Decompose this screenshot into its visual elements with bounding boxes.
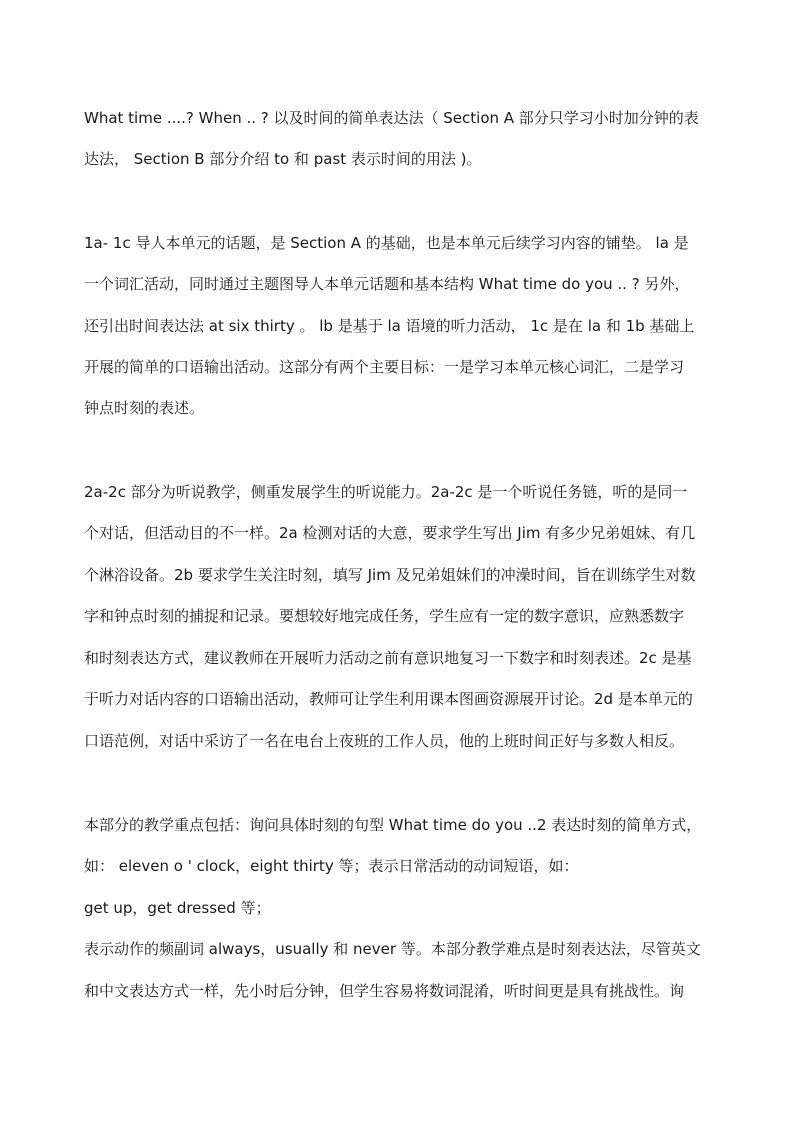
paragraph-3-line-3: 个淋浴设备。2b 要求学生关注时刻，填写 Jim 及兄弟姐妹们的冲澡时间，旨在训练学生对数 bbox=[84, 566, 696, 584]
paragraph-3-line-2: 个对话，但活动目的不一样。2a 检测对话的大意，要求学生写出 Jim 有多少兄弟姐妹、有几 bbox=[84, 524, 696, 542]
paragraph-4-line-2: 如： eleven o ' clock，eight thirty 等；表示日常活动的动词短语，如： bbox=[84, 857, 579, 875]
paragraph-4-line-5: 和中文表达方式一样，先小时后分钟，但学生容易将数词混淆，听时间更是具有挑战性。询 bbox=[84, 982, 685, 1000]
paragraph-2-line-1: 1a- 1c 导人本单元的话题，是 Section A 的基础，也是本单元后续学习内容的铺垫。 la 是 bbox=[84, 234, 689, 252]
paragraph-3-line-1: 2a-2c 部分为听说教学，侧重发展学生的听说能力。2a-2c 是一个听说任务链，听的是同一 bbox=[84, 483, 688, 501]
paragraph-2-line-5: 钟点时刻的表述。 bbox=[84, 399, 205, 417]
paragraph-2-line-4: 开展的简单的口语输出活动。这部分有两个主要目标：一是学习本单元核心词汇，二是学习 bbox=[84, 358, 685, 376]
paragraph-1-line-2: 达法， Section B 部分介绍 to 和 past 表示时间的用法 )。 bbox=[84, 150, 482, 168]
paragraph-3-line-7: 口语范例，对话中采访了一名在电台上夜班的工作人员，他的上班时间正好与多数人相反。 bbox=[84, 732, 685, 750]
paragraph-4-line-1: 本部分的教学重点包括：询问具体时刻的句型 What time do you ..2 表达时刻的简单方式， bbox=[84, 816, 702, 834]
paragraph-1-line-1: What time ....? When .. ? 以及时间的简单表达法（ Section A 部分只学习小时加分钟的表 bbox=[84, 109, 699, 127]
paragraph-2-line-2: 一个词汇活动，同时通过主题图导人本单元话题和基本结构 What time do you .. ? 另外， bbox=[84, 275, 690, 293]
paragraph-4-line-4: 表示动作的频副词 always，usually 和 never 等。本部分教学难点是时刻表达法，尽管英文 bbox=[84, 940, 701, 958]
paragraph-4-line-3: get up，get dressed 等； bbox=[84, 899, 271, 917]
paragraph-2-line-3: 还引出时间表达法 at six thirty 。 lb 是基于 la 语境的听力活动， 1c 是在 la 和 1b 基础上 bbox=[84, 317, 695, 335]
paragraph-3-line-5: 和时刻表达方式，建议教师在开展听力活动之前有意识地复习一下数字和时刻表述。2c 是基 bbox=[84, 649, 692, 667]
paragraph-3-line-4: 字和钟点时刻的捕捉和记录。要想较好地完成任务，学生应有一定的数字意识，应熟悉数字 bbox=[84, 607, 685, 625]
paragraph-3-line-6: 于听力对话内容的口语输出活动，教师可让学生利用课本图画资源展开讨论。2d 是本单元的 bbox=[84, 690, 693, 708]
